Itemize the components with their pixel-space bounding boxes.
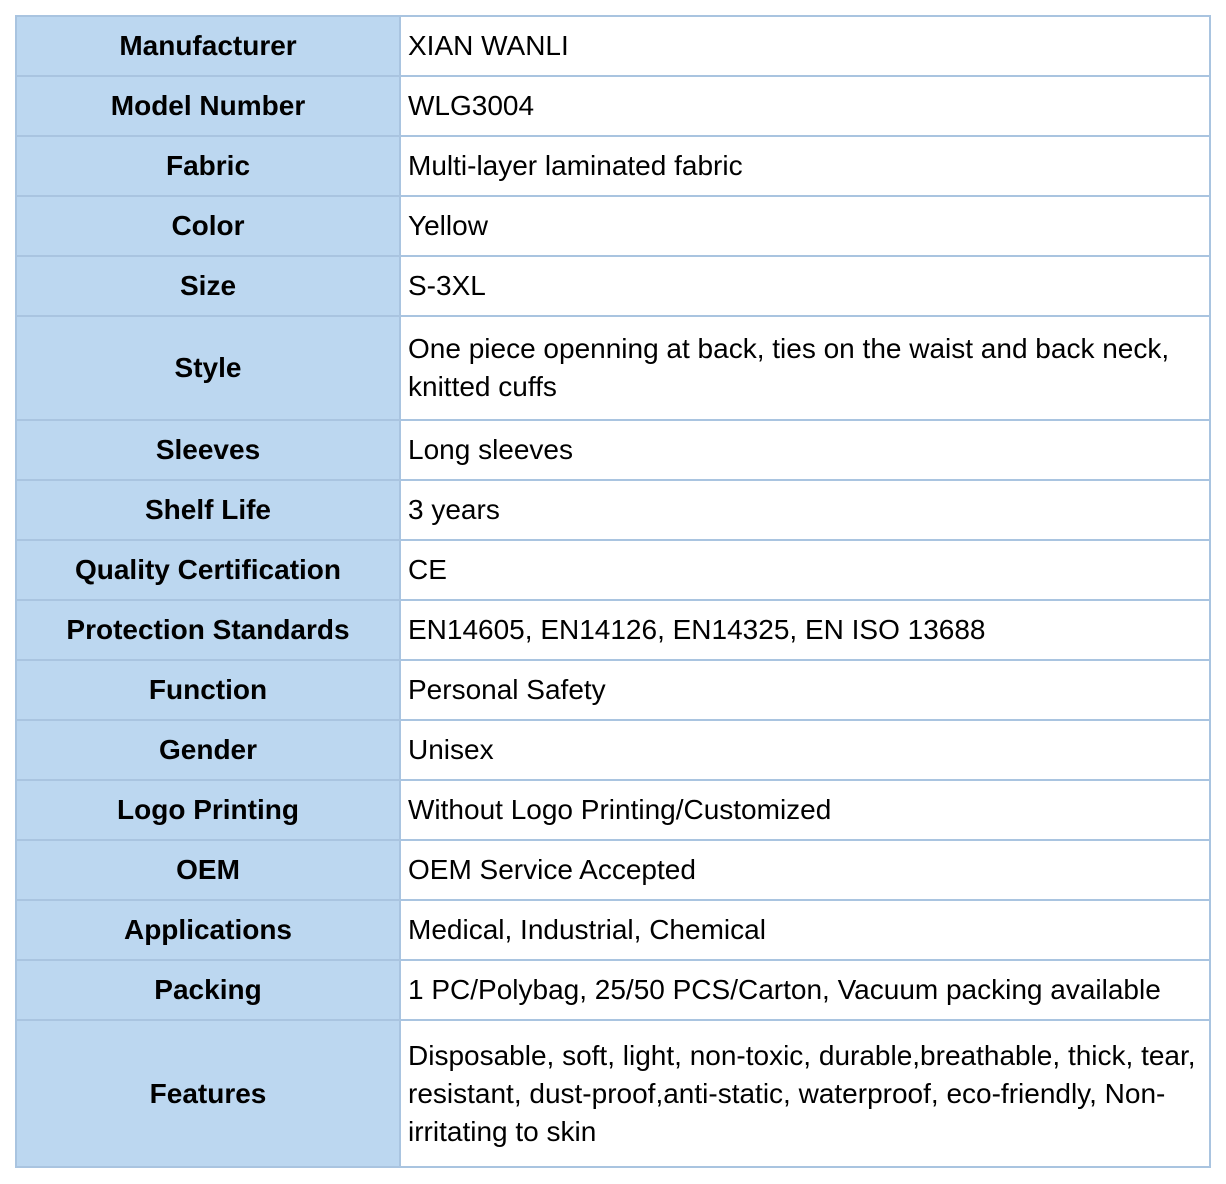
spec-label: Quality Certification [16, 540, 400, 600]
spec-label: Protection Standards [16, 600, 400, 660]
spec-value: Yellow [400, 196, 1210, 256]
spec-value: Personal Safety [400, 660, 1210, 720]
spec-value: Unisex [400, 720, 1210, 780]
spec-label: Features [16, 1020, 400, 1167]
spec-label: Gender [16, 720, 400, 780]
spec-label: Packing [16, 960, 400, 1020]
spec-label: Color [16, 196, 400, 256]
spec-value: CE [400, 540, 1210, 600]
spec-value: Disposable, soft, light, non-toxic, durable,breathable, thick, tear, resistant, dust-proof,anti-static, waterproof, eco-friendly, Non-irritating to skin [400, 1020, 1210, 1167]
spec-label: Applications [16, 900, 400, 960]
spec-value: One piece openning at back, ties on the waist and back neck, knitted cuffs [400, 316, 1210, 420]
table-row [16, 900, 1210, 960]
spec-label: Logo Printing [16, 780, 400, 840]
table-row [16, 720, 1210, 780]
spec-label: Shelf Life [16, 480, 400, 540]
spec-value: S-3XL [400, 256, 1210, 316]
spec-label: Manufacturer [16, 16, 400, 76]
table-row [16, 136, 1210, 196]
spec-value: XIAN WANLI [400, 16, 1210, 76]
spec-label: Sleeves [16, 420, 400, 480]
table-row [16, 256, 1210, 316]
table-row [16, 840, 1210, 900]
spec-label: Style [16, 316, 400, 420]
spec-label: Fabric [16, 136, 400, 196]
table-row [16, 960, 1210, 1020]
spec-value: WLG3004 [400, 76, 1210, 136]
spec-value: 1 PC/Polybag, 25/50 PCS/Carton, Vacuum packing available [400, 960, 1210, 1020]
table-row [16, 600, 1210, 660]
table-row [16, 316, 1210, 420]
spec-label: OEM [16, 840, 400, 900]
table-row [16, 480, 1210, 540]
spec-value: OEM Service Accepted [400, 840, 1210, 900]
spec-value: Long sleeves [400, 420, 1210, 480]
spec-label: Size [16, 256, 400, 316]
table-row [16, 16, 1210, 76]
table-row [16, 540, 1210, 600]
spec-value: 3 years [400, 480, 1210, 540]
table-row [16, 76, 1210, 136]
spec-label: Model Number [16, 76, 400, 136]
spec-value: Without Logo Printing/Customized [400, 780, 1210, 840]
table-row [16, 1020, 1210, 1167]
table-row [16, 780, 1210, 840]
spec-value: Multi-layer laminated fabric [400, 136, 1210, 196]
spec-value: Medical, Industrial, Chemical [400, 900, 1210, 960]
table-row [16, 196, 1210, 256]
table-row [16, 660, 1210, 720]
spec-value: EN14605, EN14126, EN14325, EN ISO 13688 [400, 600, 1210, 660]
spec-label: Function [16, 660, 400, 720]
product-spec-table [15, 15, 1211, 1168]
table-row [16, 420, 1210, 480]
